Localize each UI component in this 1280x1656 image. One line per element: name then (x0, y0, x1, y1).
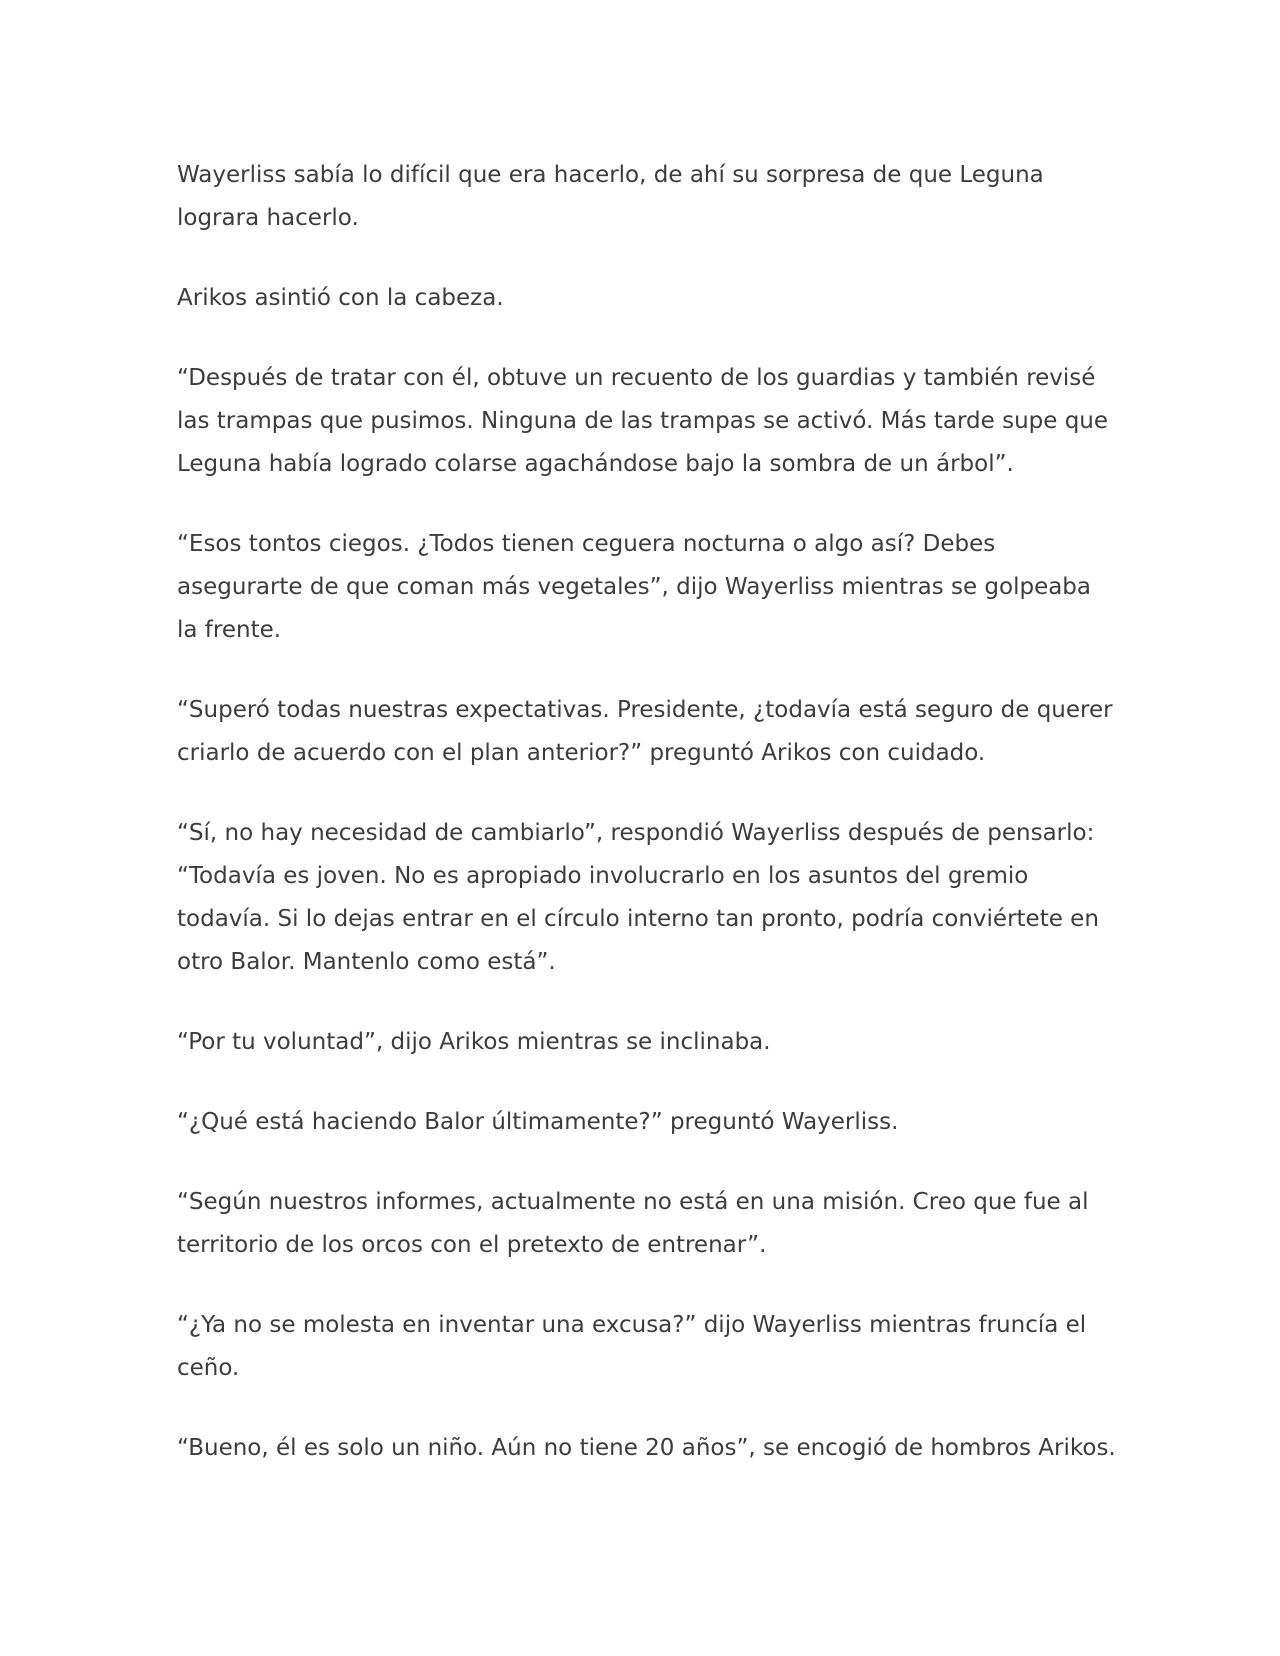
paragraph: “Por tu voluntad”, dijo Arikos mientras se inclinaba. (177, 1029, 771, 1055)
paragraph: “Sí, no hay necesidad de cambiarlo”, respondió Wayerliss después de pensarlo: “Todavía es joven. No es apropiado involucrarlo en los asuntos del gremio todavía. Si lo dejas entrar en el círculo interno tan pronto, podría conviértete en otro Balor. Mantenlo como está”. (177, 820, 1099, 975)
paragraph: “Después de tratar con él, obtuve un recuento de los guardias y también revisé las trampas que pusimos. Ninguna de las trampas se activó. Más tarde supe que Leguna había logrado colarse agachándose bajo la sombra de un árbol”. (177, 365, 1109, 477)
paragraph: “¿Qué está haciendo Balor últimamente?” preguntó Wayerliss. (177, 1109, 899, 1135)
document-body (177, 154, 1117, 1507)
paragraph: “Esos tontos ciegos. ¿Todos tienen ceguera nocturna o algo así? Debes asegurarte de que coman más vegetales”, dijo Wayerliss mientras se golpeaba la frente. (177, 531, 1092, 643)
paragraph: “Superó todas nuestras expectativas. Presidente, ¿todavía está seguro de querer criarlo de acuerdo con el plan anterior?” preguntó Arikos con cuidado. (177, 697, 1113, 766)
paragraph: “¿Ya no se molesta en inventar una excusa?” dijo Wayerliss mientras fruncía el ceño. (177, 1312, 1087, 1381)
paragraph: Arikos asintió con la cabeza. (177, 285, 504, 311)
paragraph: “Según nuestros informes, actualmente no está en una misión. Creo que fue al territorio de los orcos con el pretexto de entrenar”. (177, 1189, 1089, 1258)
paragraph: “Bueno, él es solo un niño. Aún no tiene 20 años”, se encogió de hombros Arikos. (177, 1435, 1116, 1461)
paragraph: Wayerliss sabía lo difícil que era hacerlo, de ahí su sorpresa de que Leguna lograra hacerlo. (177, 162, 1044, 231)
